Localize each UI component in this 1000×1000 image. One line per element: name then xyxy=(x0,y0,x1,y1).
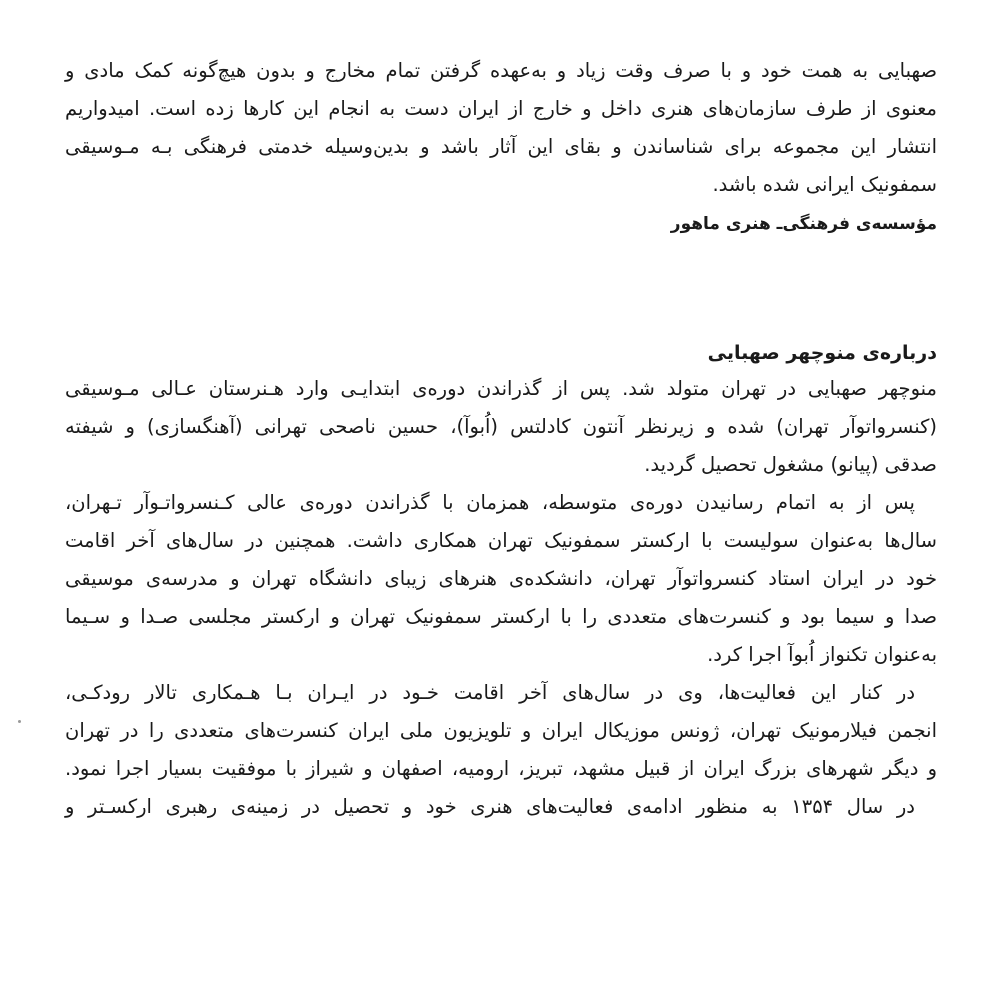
intro-section xyxy=(65,52,937,240)
publisher-signature: مؤسسه‌ی فرهنگی‌ـ هنری ماهور xyxy=(670,214,937,234)
biography-section xyxy=(65,338,937,826)
paragraph-line: انجمن فیلارمونیک تهران، ژونس موزیکال ایران و تلویزیون ملی ایران کنسرت‌های متعددی را در تهران xyxy=(65,719,937,742)
intro-line: صهبایی به همت خود و با صرف وقت زیاد و به‌عهده گرفتن تمام مخارج و بدون هیچ‌گونه کمک مادی و xyxy=(65,59,937,82)
paragraph xyxy=(65,674,937,788)
book-page xyxy=(65,52,937,826)
paragraph-line: در سال ۱۳۵۴ به منظور ادامه‌ی فعالیت‌های هنری خود و تحصیل در زمینه‌ی رهبری ارکسـتر و xyxy=(65,795,915,818)
intro-line: معنوی از طرف سازمان‌های هنری داخل و خارج از ایران دست به انجام این کارها زده است. امیدواریم xyxy=(65,97,937,120)
paragraph-line: به‌عنوان تکنواز اُبوآ اجرا کرد. xyxy=(707,643,937,666)
paragraph xyxy=(65,370,937,484)
paragraph-line: و دیگر شهرهای بزرگ ایران از قبیل مشهد، تبریز، ارومیه، اصفهان و شیراز با موفقیت بسیار اجرا نمود. xyxy=(65,757,937,780)
paragraph xyxy=(65,788,937,826)
section-heading: درباره‌ی منوچهر صهبایی xyxy=(707,342,937,364)
paragraph-line: (کنسرواتوآر تهران) شده و زیرنظر آنتون کادلتس (اُبوآ)، حسین ناصحی تهرانی (آهنگسازی) و شیفته xyxy=(65,415,937,438)
paragraph-line: در کنار این فعالیت‌ها، وی در سال‌های آخر اقامت خـود در ایـران بـا هـمکاری تالار رودکـی، xyxy=(65,681,915,704)
intro-line: انتشار این مجموعه برای شناساندن و بقای این آثار باشد و بدین‌وسیله خدمتی فرهنگی بـه مـوسیقی xyxy=(65,135,937,158)
paragraph-line: صدقی (پیانو) مشغول تحصیل گردید. xyxy=(644,453,937,476)
intro-line: سمفونیک ایرانی شده باشد. xyxy=(712,173,937,196)
paragraph-line: پس از به اتمام رسانیدن دوره‌ی متوسطه، همزمان با گذراندن دوره‌ی عالی کـنسرواتـوآر تـهران، xyxy=(65,491,915,514)
paragraph-line: منوچهر صهبایی در تهران متولد شد. پس از گذراندن دوره‌ی ابتدایـی وارد هـنرستان عـالی مـوسیقی xyxy=(65,377,937,400)
scan-speck xyxy=(18,720,21,723)
paragraph-line: صدا و سیما بود و کنسرت‌های متعددی را با ارکستر سمفونیک تهران و ارکستر مجلسی صـدا و سـیما xyxy=(65,605,937,628)
paragraph xyxy=(65,484,937,674)
paragraph-line: خود در ایران استاد کنسرواتوآر تهران، دانشکده‌ی هنرهای زیبای دانشگاه تهران و مدرسه‌ی موسیقی xyxy=(65,567,937,590)
paragraph-line: سال‌ها به‌عنوان سولیست با ارکستر سمفونیک تهران همکاری داشت. همچنین در سال‌های آخر اقامت xyxy=(65,529,937,552)
